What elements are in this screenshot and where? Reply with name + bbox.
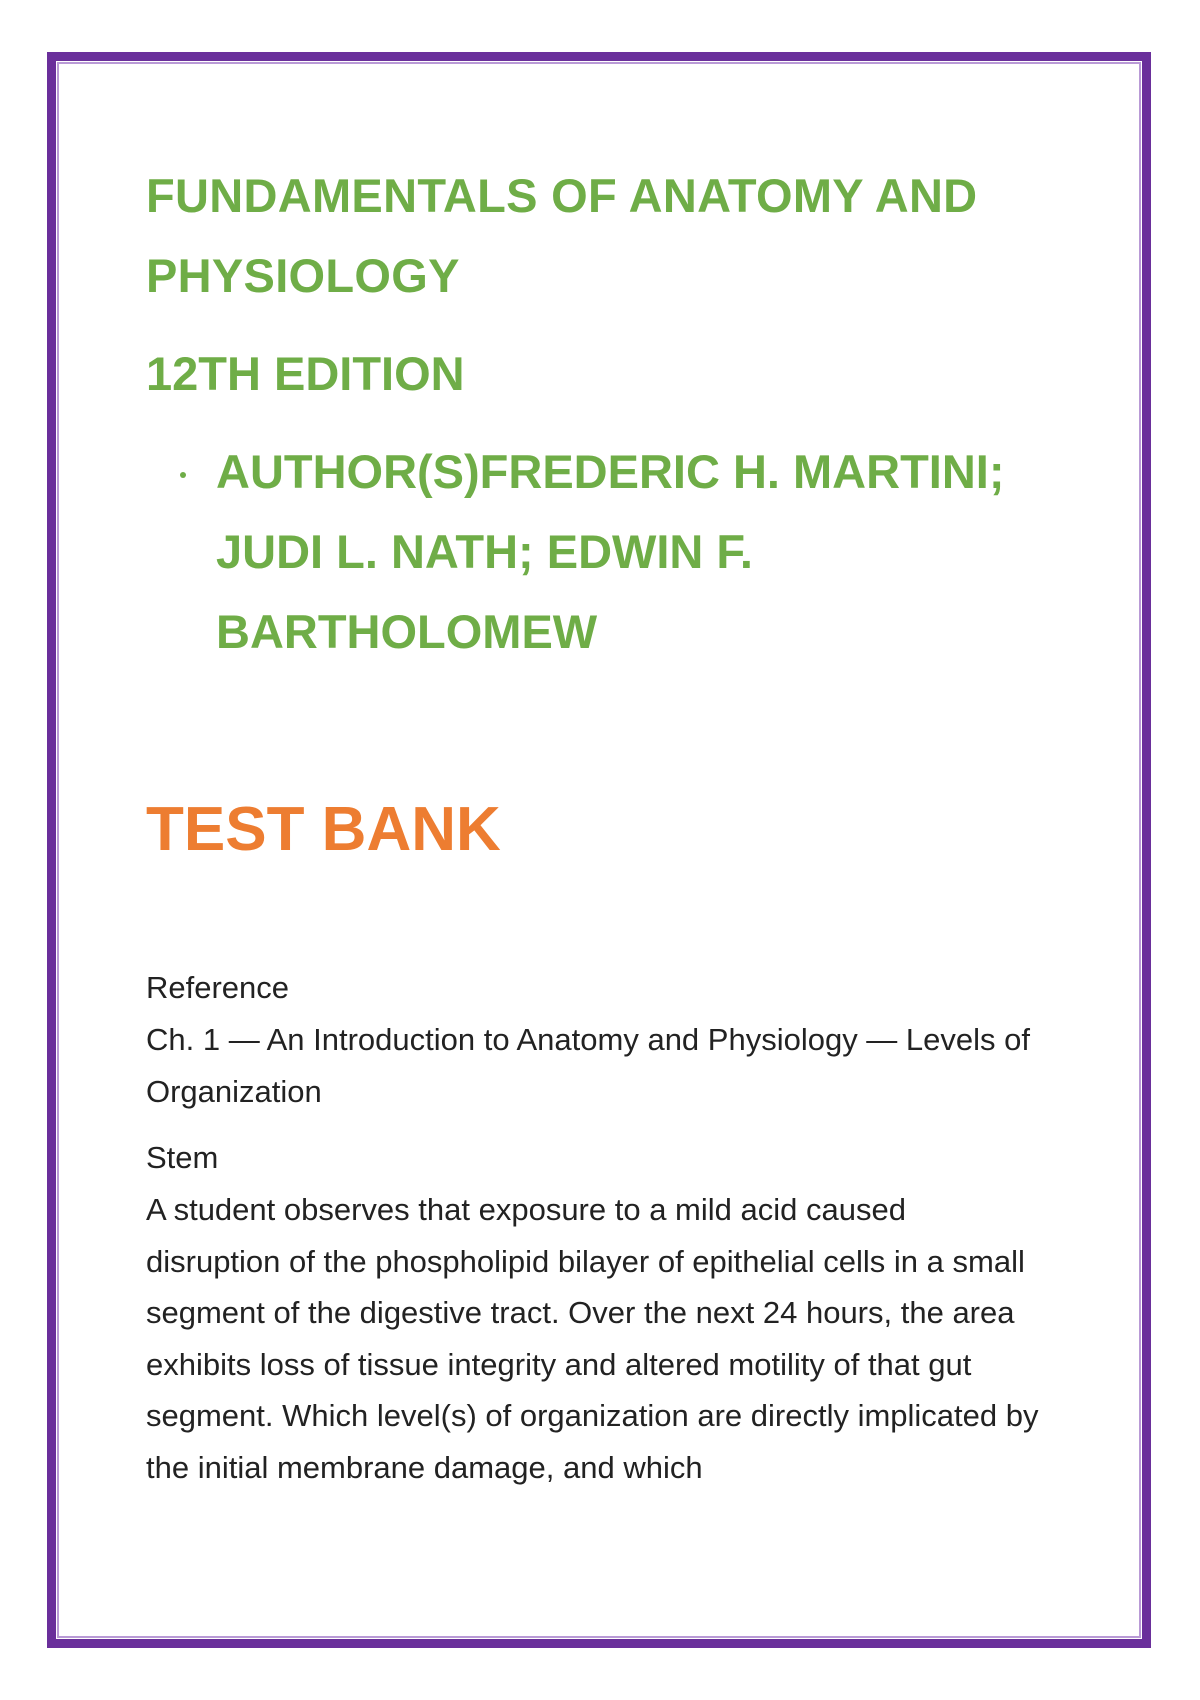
book-title: FUNDAMENTALS OF ANATOMY AND PHYSIOLOGY <box>146 169 978 302</box>
bullet-dot-icon <box>180 472 186 478</box>
authors-text: AUTHOR(S)FREDERIC H. MARTINI; JUDI L. NATH; EDWIN F. BARTHOLOMEW <box>216 445 1005 658</box>
stem-label: Stem <box>146 1140 219 1175</box>
stem-text: A student observes that exposure to a mild acid caused disruption of the phospholipid bilayer of epithelial cells in a small segment of the digestive tract. Over the next 24 hours, the area exhibits loss of tissue integrity and altered motility of that gut segment. Which level(s) of organization are directly implicated by the initial membrane damage, and which <box>146 1192 1039 1485</box>
reference-text: Ch. 1 — An Introduction to Anatomy and Physiology — Levels of Organization <box>146 1022 1030 1109</box>
reference-label: Reference <box>146 970 290 1005</box>
page-border <box>47 52 1151 1648</box>
authors-item <box>216 432 1016 672</box>
edition-label: 12TH EDITION <box>146 347 465 400</box>
test-bank-heading: TEST BANK <box>146 795 501 864</box>
page-content <box>146 156 1086 1493</box>
authors-list <box>146 432 1086 672</box>
